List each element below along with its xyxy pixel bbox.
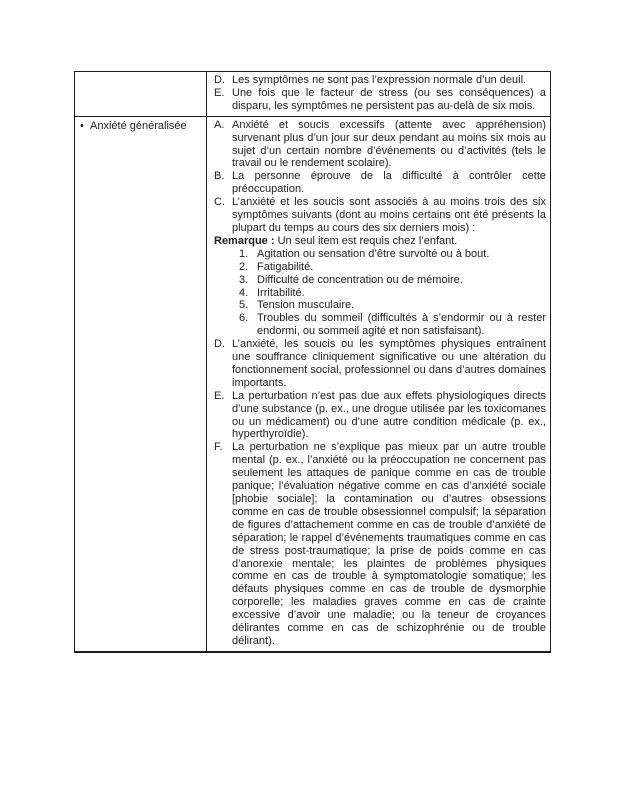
symptom-item [239,312,546,338]
criteria-table [74,71,551,653]
table-row [75,72,551,117]
symptom-item [239,248,546,261]
remark-note [214,235,546,248]
criterion-letter: F. [214,441,223,454]
remark-label: Remarque : [214,234,275,247]
criterion-letter: E. [214,389,225,402]
criteria-content-cell [207,116,551,652]
criterion-item [214,441,546,648]
criterion-letter: B. [214,170,225,183]
criterion-text: La perturbation n’est pas due aux effets physiologiques directs d’une substance (p. ex., une drogue utilisée par les toxicomanes ou un médicament) ou d’une autre condition médicale (p. ex., hyperthyroïdie). [232,389,546,441]
disorder-label-cell [75,72,207,117]
criterion-text: La perturbation ne s’explique pas mieux par un autre trouble mental (p. ex., l’anxiété ou la préoccupation ne concernent pas seulement les attaques de panique comme en cas de trouble panique; l’évaluation négative comme en cas d’anxiété sociale [phobie sociale]; la contamination ou d’autres obsessions comme en cas de trouble obsessionnel compulsif; la séparation de figures d’attachement comme en cas de trouble d’anxiété de séparation; le rappel d’événements traumatiques comme en cas de stress post-traumatique; la prise de poids comme en cas d’anorexie mentale; les plaintes de problèmes physiques comme en cas de trouble à symptomatologie somatique; les défauts physiques comme en cas de trouble de dysmorphie corporelle; les maladies graves comme en cas de crainte excessive d’avoir une maladie; ou la teneur de croyances délirantes comme en cas de schizophrénie ou de trouble délirant). [232,441,546,647]
disorder-label [80,120,202,133]
criterion-text: Anxiété et soucis excessifs (attente avec appréhension) survenant plus d’un jour sur deux pendant au moins six mois au sujet d’un certain nombre d’événements ou d’activités (tels le travail ou le rendement scolaire). [232,118,546,170]
symptom-number: 4. [239,286,249,299]
criterion-item [214,196,546,235]
criterion-letter: C. [214,196,225,209]
table-row [75,116,551,652]
symptom-text: Troubles du sommeil (difficultés à s’endormir ou à rester endormi, ou sommeil agité et non satisfaisant). [257,312,546,338]
criterion-text: Une fois que le facteur de stress (ou ses conséquences) a disparu, les symptômes ne persistent pas au-delà de six mois. [232,86,546,112]
criteria-table-body [75,72,551,652]
criterion-letter: D. [214,338,225,351]
symptom-number: 2. [239,260,249,273]
symptom-number: 5. [239,299,249,312]
criterion-text: La personne éprouve de la difficulté à contrôler cette préoccupation. [232,170,546,196]
criterion-text: L’anxiété et les soucis sont associés à au moins trois des six symptômes suivants (dont au moins certains ont été présents la plupart du temps au cours des six derniers mois) : [232,196,546,234]
symptom-number: 6. [239,312,249,325]
criterion-item [214,170,546,196]
bullet-icon: • [80,119,84,132]
criterion-item [214,119,546,171]
symptom-item [239,274,546,287]
symptom-item [239,299,546,312]
criterion-item [214,87,546,113]
criterion-letter: D. [214,74,225,86]
criterion-item [214,390,546,442]
criterion-text: L’anxiété, les soucis ou les symptômes physiques entraînent une souffrance cliniquement significative ou une altération du fonctionnement social, professionnel ou dans d’autres domaines importants. [232,338,546,389]
criterion-item [214,338,546,390]
disorder-label-text: Anxiété généralisée [90,119,187,132]
criterion-text: Les symptômes ne sont pas l’expression normale d’un deuil. [232,74,527,86]
symptom-text: Irritabilité. [257,286,305,299]
symptom-item [239,261,546,274]
symptom-number: 1. [239,247,249,260]
symptom-number: 3. [239,273,249,286]
criterion-letter: E. [214,86,225,99]
symptom-text: Difficulté de concentration ou de mémoire. [257,273,463,286]
criterion-item [214,74,546,87]
remark-text: Un seul item est requis chez l’enfant. [277,234,458,247]
disorder-label-cell [75,116,207,652]
symptom-item [239,287,546,300]
symptom-text: Agitation ou sensation d’être survolté ou à bout. [257,247,490,260]
symptom-text: Fatigabilité. [257,260,314,273]
criteria-content-cell [207,72,551,117]
criterion-letter: A. [214,118,225,131]
symptom-text: Tension musculaire. [257,299,355,312]
